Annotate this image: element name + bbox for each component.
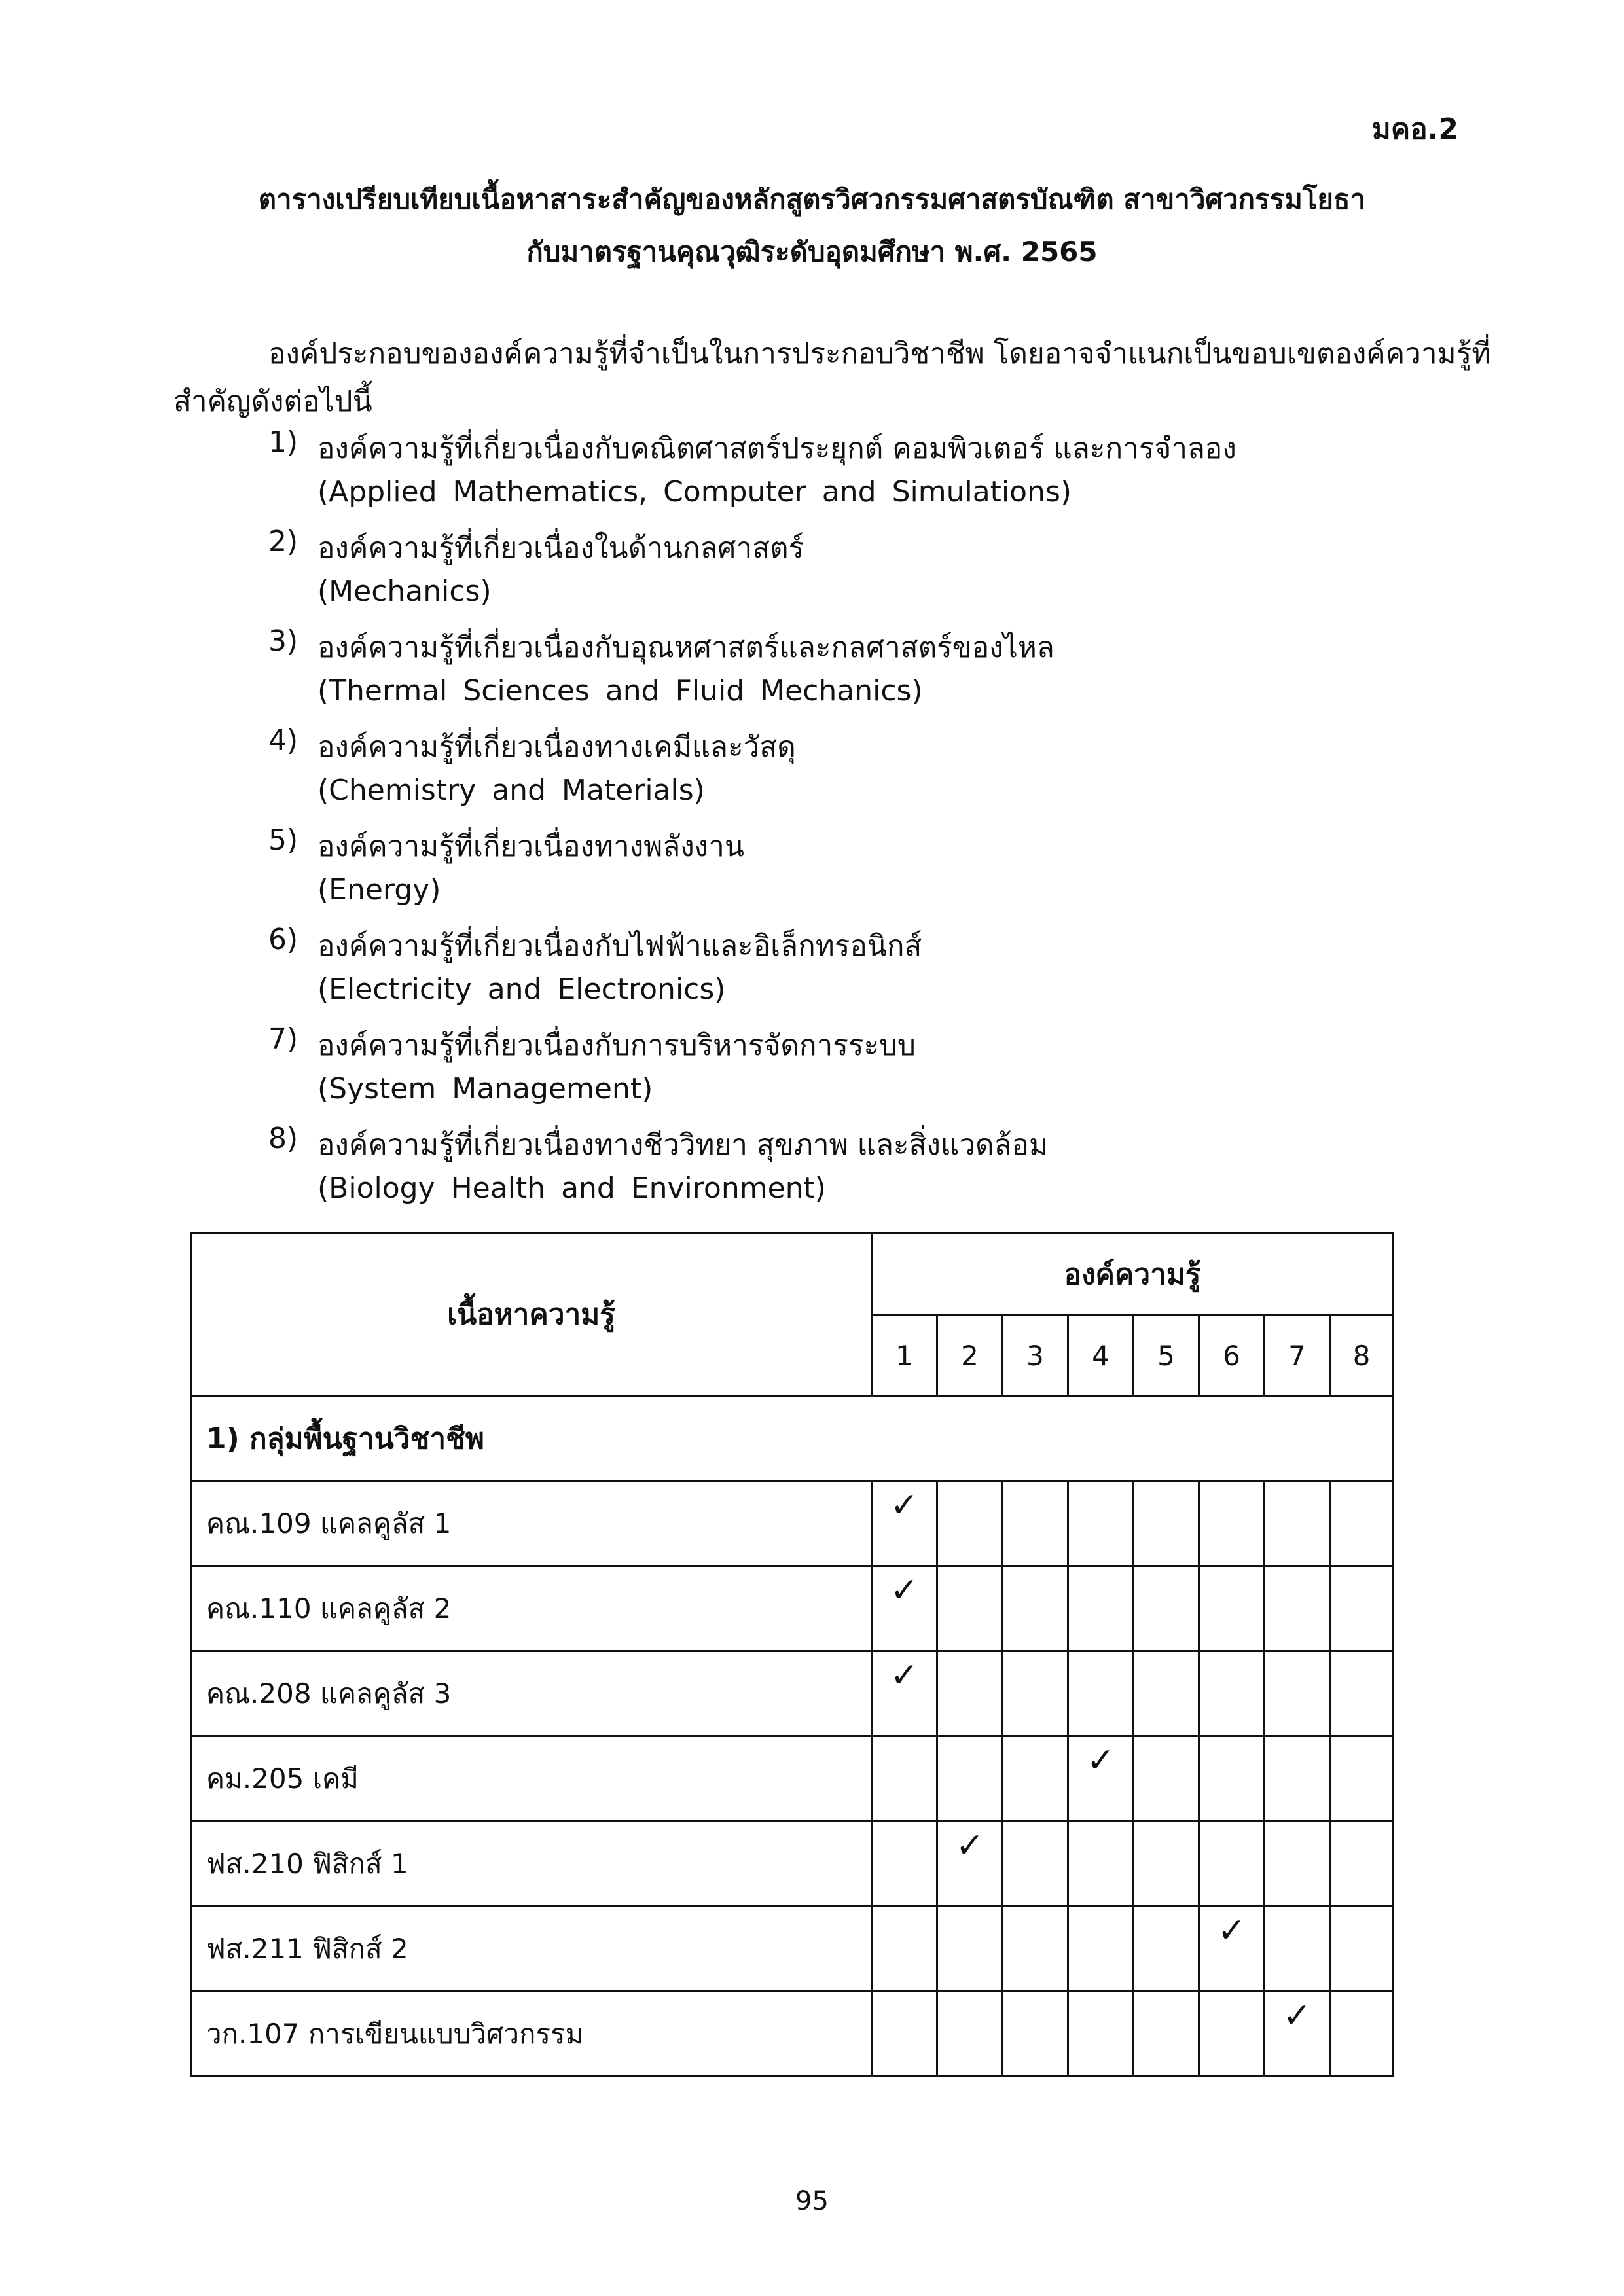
knowledge-unit-item [268, 823, 1512, 923]
knowledge-unit-number: 8) [268, 1122, 298, 1155]
knowledge-unit-cell [937, 1736, 1003, 1821]
intro-paragraph-line-1: องค์ประกอบขององค์ความรู้ที่จำเป็นในการประกอบวิชาชีพ โดยอาจจำแนกเป็นขอบเขตองค์ความรู้ที่ [268, 337, 1491, 370]
knowledge-unit-cell [1134, 1907, 1199, 1992]
unit-number-header: 2 [937, 1316, 1003, 1396]
knowledge-unit-cell [1134, 1992, 1199, 2077]
knowledge-unit-cell [1003, 1481, 1068, 1566]
page-title-line-2: กับมาตรฐานคุณวุฒิระดับอุดมศึกษา พ.ศ. 2565 [526, 236, 1098, 268]
knowledge-unit-thai-name: องค์ความรู้ที่เกี่ยวเนื่องทางเคมีและวัสดุ [317, 730, 796, 764]
unit-number-header: 3 [1003, 1316, 1068, 1396]
knowledge-unit-cell [1068, 1992, 1134, 2077]
knowledge-unit-cell [1134, 1821, 1199, 1907]
knowledge-unit-item [268, 425, 1512, 525]
course-name: วก.107 การเขียนแบบวิศวกรรม [191, 1992, 872, 2077]
course-name: คม.205 เคมี [191, 1736, 872, 1821]
knowledge-unit-english-name: (Mechanics) [317, 575, 492, 608]
course-name: ฟส.211 ฟิสิกส์ 2 [191, 1907, 872, 1992]
knowledge-unit-cell [1265, 1481, 1330, 1566]
knowledge-unit-item [268, 624, 1512, 724]
knowledge-unit-group-header: องค์ความรู้ [872, 1233, 1394, 1316]
knowledge-unit-cell [1134, 1651, 1199, 1736]
knowledge-unit-cell [1265, 1566, 1330, 1651]
knowledge-unit-item [268, 1022, 1512, 1122]
table-row [191, 1481, 1394, 1566]
knowledge-unit-cell [937, 1651, 1003, 1736]
knowledge-unit-cell [1003, 1907, 1068, 1992]
check-mark-icon: ✓ [955, 1826, 984, 1865]
page-number: 95 [795, 2186, 829, 2216]
knowledge-unit-number: 5) [268, 823, 298, 857]
knowledge-unit-cell [1003, 1821, 1068, 1907]
knowledge-unit-thai-name: องค์ความรู้ที่เกี่ยวเนื่องกับการบริหารจัดการระบบ [317, 1029, 916, 1062]
knowledge-unit-thai-name: องค์ความรู้ที่เกี่ยวเนื่องในด้านกลศาสตร์ [317, 531, 804, 565]
table-header-row [191, 1233, 1394, 1316]
knowledge-unit-cell [1330, 1566, 1394, 1651]
check-mark-icon: ✓ [1086, 1741, 1115, 1780]
knowledge-unit-english-name: (Applied Mathematics, Computer and Simulations) [317, 475, 1072, 509]
unit-number-header: 6 [1199, 1316, 1265, 1396]
knowledge-unit-cell [1199, 1821, 1265, 1907]
knowledge-unit-cell [1265, 1821, 1330, 1907]
course-name: คณ.110 แคลคูลัส 2 [191, 1566, 872, 1651]
intro-paragraph-line-2: สำคัญดังต่อไปนี้ [173, 385, 372, 418]
knowledge-unit-cell [872, 1821, 937, 1907]
knowledge-unit-cell [1134, 1481, 1199, 1566]
knowledge-unit-number: 2) [268, 525, 298, 558]
knowledge-unit-list [268, 425, 1512, 1221]
knowledge-unit-cell [1134, 1736, 1199, 1821]
knowledge-unit-cell [1068, 1907, 1134, 1992]
knowledge-unit-english-name: (Energy) [317, 873, 441, 906]
knowledge-unit-cell [1003, 1992, 1068, 2077]
knowledge-unit-number: 7) [268, 1022, 298, 1056]
knowledge-unit-number: 4) [268, 724, 298, 757]
check-mark-icon: ✓ [890, 1571, 919, 1610]
knowledge-unit-english-name: (Biology Health and Environment) [317, 1172, 826, 1205]
knowledge-unit-cell [1330, 1481, 1394, 1566]
page-title-line-1: ตารางเปรียบเทียบเนื้อหาสาระสำคัญของหลักสูตรวิศวกรรมศาสตรบัณฑิต สาขาวิศวกรรมโยธา [258, 183, 1366, 215]
check-mark-icon: ✓ [1282, 1996, 1312, 2036]
knowledge-unit-cell [1199, 1481, 1265, 1566]
knowledge-unit-english-name: (System Management) [317, 1072, 653, 1105]
knowledge-unit-thai-name: องค์ความรู้ที่เกี่ยวเนื่องกับอุณหศาสตร์และกลศาสตร์ของไหล [317, 631, 1055, 664]
knowledge-unit-cell [1068, 1821, 1134, 1907]
knowledge-unit-thai-name: องค์ความรู้ที่เกี่ยวเนื่องทางชีววิทยา สุขภาพ และสิ่งแวดล้อม [317, 1128, 1048, 1162]
knowledge-unit-cell [1199, 1992, 1265, 2077]
knowledge-unit-number: 1) [268, 425, 298, 459]
knowledge-unit-cell [1330, 1821, 1394, 1907]
knowledge-unit-cell [1134, 1566, 1199, 1651]
knowledge-unit-cell [1265, 1992, 1330, 2077]
knowledge-unit-cell [872, 1992, 937, 2077]
course-name: ฟส.210 ฟิสิกส์ 1 [191, 1821, 872, 1907]
knowledge-unit-cell [937, 1481, 1003, 1566]
check-mark-icon: ✓ [890, 1486, 919, 1525]
knowledge-unit-thai-name: องค์ความรู้ที่เกี่ยวเนื่องกับคณิตศาสตร์ประยุกต์ คอมพิวเตอร์ และการจำลอง [317, 432, 1236, 465]
knowledge-unit-cell [937, 1907, 1003, 1992]
unit-number-header: 4 [1068, 1316, 1134, 1396]
course-name: คณ.208 แคลคูลัส 3 [191, 1651, 872, 1736]
knowledge-unit-cell [1330, 1651, 1394, 1736]
knowledge-unit-cell [1330, 1736, 1394, 1821]
knowledge-unit-cell [1003, 1651, 1068, 1736]
knowledge-unit-cell [1199, 1736, 1265, 1821]
unit-number-header: 8 [1330, 1316, 1394, 1396]
table-row [191, 1907, 1394, 1992]
knowledge-unit-cell [1068, 1481, 1134, 1566]
check-mark-icon: ✓ [890, 1656, 919, 1695]
document-code: มคอ.2 [1371, 113, 1458, 146]
knowledge-unit-cell [937, 1566, 1003, 1651]
unit-number-header: 7 [1265, 1316, 1330, 1396]
knowledge-unit-cell [937, 1992, 1003, 2077]
knowledge-unit-english-name: (Chemistry and Materials) [317, 774, 705, 807]
knowledge-unit-cell [1068, 1566, 1134, 1651]
table-row [191, 1992, 1394, 2077]
knowledge-unit-cell [872, 1736, 937, 1821]
knowledge-unit-cell [937, 1821, 1003, 1907]
knowledge-unit-english-name: (Electricity and Electronics) [317, 973, 726, 1006]
knowledge-unit-item [268, 724, 1512, 823]
group-row [191, 1396, 1394, 1481]
unit-number-header: 5 [1134, 1316, 1199, 1396]
knowledge-unit-cell [1068, 1651, 1134, 1736]
knowledge-unit-thai-name: องค์ความรู้ที่เกี่ยวเนื่องทางพลังงาน [317, 830, 744, 863]
knowledge-unit-cell [1003, 1566, 1068, 1651]
knowledge-unit-number: 3) [268, 624, 298, 658]
course-name: คณ.109 แคลคูลัส 1 [191, 1481, 872, 1566]
knowledge-unit-cell [872, 1481, 937, 1566]
knowledge-unit-item [268, 1122, 1512, 1221]
knowledge-unit-cell [1068, 1736, 1134, 1821]
table-row [191, 1566, 1394, 1651]
knowledge-unit-cell [1003, 1736, 1068, 1821]
knowledge-unit-cell [1199, 1907, 1265, 1992]
unit-number-header: 1 [872, 1316, 937, 1396]
knowledge-unit-cell [1199, 1566, 1265, 1651]
knowledge-unit-cell [872, 1566, 937, 1651]
knowledge-unit-cell [1265, 1651, 1330, 1736]
table-row [191, 1736, 1394, 1821]
knowledge-unit-cell [872, 1907, 937, 1992]
knowledge-unit-item [268, 923, 1512, 1022]
content-column-header: เนื้อหาความรู้ [191, 1233, 872, 1396]
knowledge-unit-item [268, 525, 1512, 624]
check-mark-icon: ✓ [1217, 1911, 1246, 1950]
knowledge-unit-cell [1330, 1992, 1394, 2077]
table-row [191, 1821, 1394, 1907]
knowledge-unit-cell [1265, 1907, 1330, 1992]
knowledge-unit-thai-name: องค์ความรู้ที่เกี่ยวเนื่องกับไฟฟ้าและอิเล็กทรอนิกส์ [317, 929, 922, 963]
knowledge-matrix-table [190, 1232, 1394, 2077]
knowledge-unit-cell [1330, 1907, 1394, 1992]
group-label: 1) กลุ่มพื้นฐานวิชาชีพ [191, 1396, 1394, 1481]
knowledge-unit-english-name: (Thermal Sciences and Fluid Mechanics) [317, 674, 923, 708]
knowledge-unit-number: 6) [268, 923, 298, 956]
table-row [191, 1651, 1394, 1736]
knowledge-unit-cell [1265, 1736, 1330, 1821]
knowledge-unit-cell [1199, 1651, 1265, 1736]
knowledge-unit-cell [872, 1651, 937, 1736]
